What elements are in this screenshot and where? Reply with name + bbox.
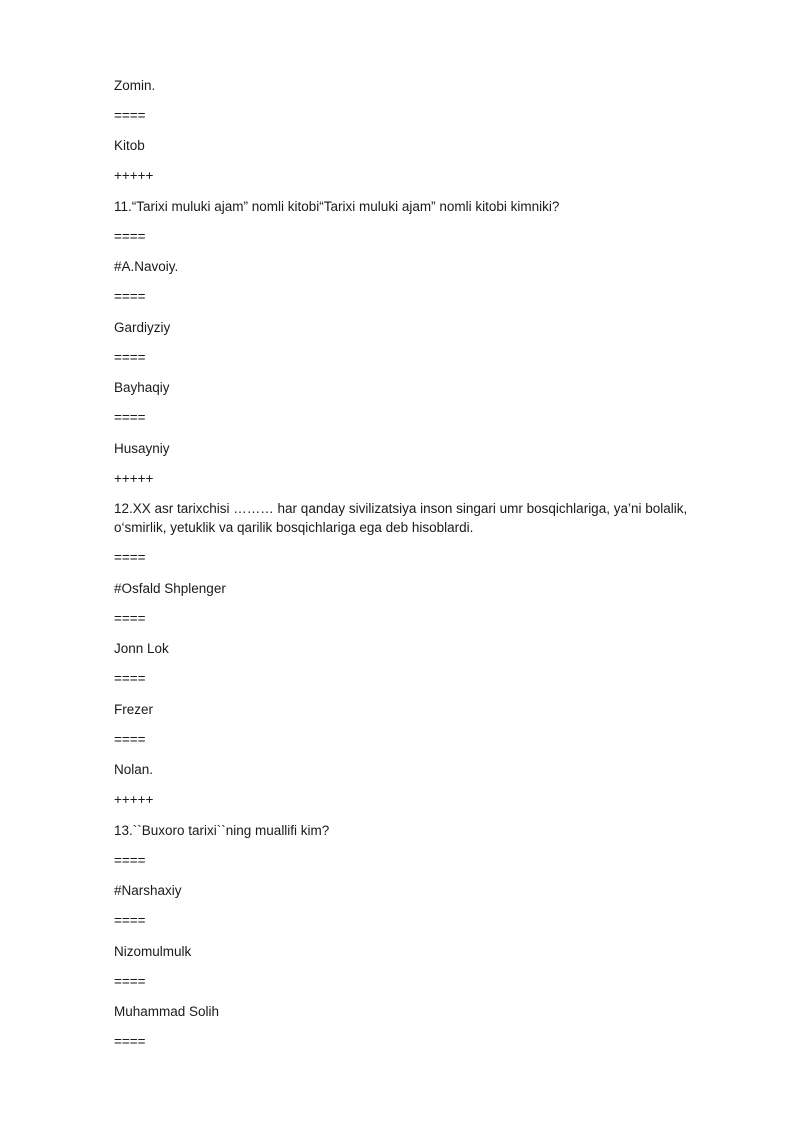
- option-separator: ====: [114, 410, 146, 425]
- question-separator: +++++: [114, 168, 154, 183]
- option-separator: ====: [114, 611, 146, 626]
- option-separator: ====: [114, 350, 146, 365]
- question-13-text: 13.``Buxoro tarixi``ning muallifi kim?: [114, 823, 330, 838]
- answer-option-text: Frezer: [114, 702, 154, 717]
- answer-option-text: Gardiyziy: [114, 320, 171, 335]
- option-separator: ====: [114, 671, 146, 686]
- question-separator: +++++: [114, 792, 154, 807]
- option-separator: ====: [114, 913, 146, 928]
- correct-answer-text: #Osfald Shplenger: [114, 581, 226, 596]
- correct-answer-text: #A.Navoiy.: [114, 259, 179, 274]
- answer-option-text: Nizomulmulk: [114, 944, 192, 959]
- answer-option-text: Muhammad Solih: [114, 1004, 220, 1019]
- option-separator: ====: [114, 1034, 146, 1049]
- answer-option-text: Zomin.: [114, 78, 156, 93]
- correct-answer-text: #Narshaxiy: [114, 883, 182, 898]
- answer-option-text: Jonn Lok: [114, 641, 169, 656]
- option-separator: ====: [114, 229, 146, 244]
- option-separator: ====: [114, 732, 146, 747]
- option-separator: ====: [114, 108, 146, 123]
- question-separator: +++++: [114, 471, 154, 486]
- option-separator: ====: [114, 974, 146, 989]
- answer-option-text: Bayhaqiy: [114, 380, 170, 395]
- question-11-text: 11.“Tarixi muluki ajam” nomli kitobi“Tarixi muluki ajam” nomli kitobi kimniki?: [114, 199, 560, 214]
- question-12-text: 12.XX asr tarixchisi ……… har qanday sivilizatsiya inson singari umr bosqichlariga, ya’ni bolalik, o‘smirlik, yetuklik va qarilik bosqichlariga ega deb hisoblardi.: [114, 501, 688, 535]
- option-separator: ====: [114, 853, 146, 868]
- option-separator: ====: [114, 289, 146, 304]
- option-separator: ====: [114, 550, 146, 565]
- answer-option-text: Nolan.: [114, 762, 154, 777]
- answer-option-text: Kitob: [114, 138, 145, 153]
- answer-option-text: Husayniy: [114, 441, 170, 456]
